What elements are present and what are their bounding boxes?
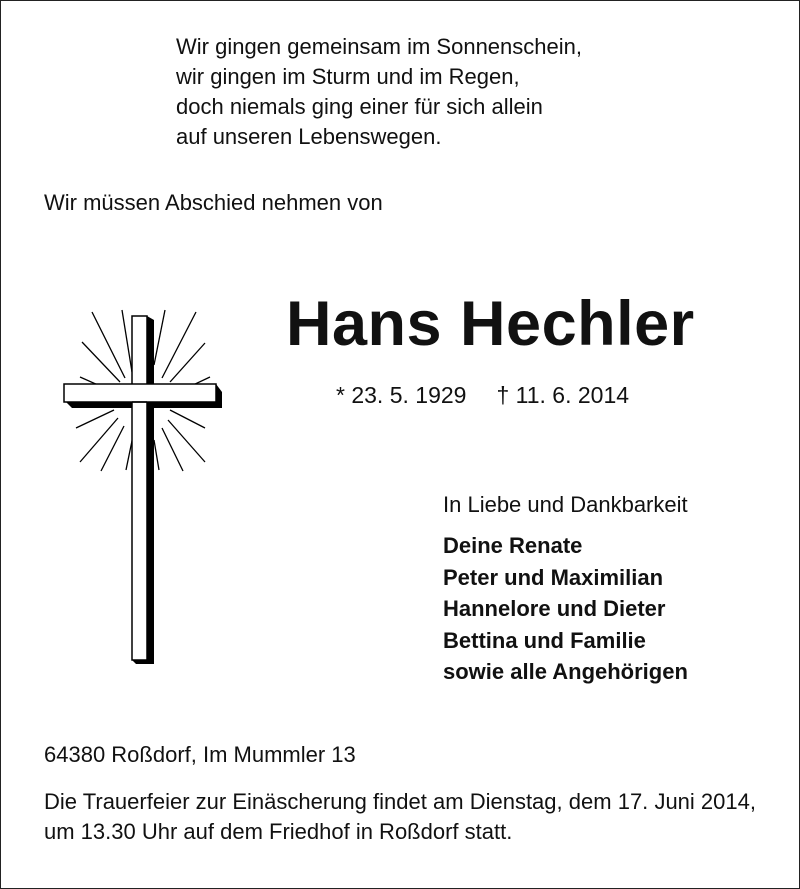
intro-text: Wir müssen Abschied nehmen von <box>44 190 383 215</box>
poem-line: wir gingen im Sturm und im Regen, <box>176 64 520 89</box>
family-member: sowie alle Angehörigen <box>443 659 688 684</box>
deceased-name: Hans Hechler <box>286 289 695 359</box>
poem-line: Wir gingen gemeinsam im Sonnenschein, <box>176 34 582 59</box>
address: 64380 Roßdorf, Im Mummler 13 <box>44 742 356 767</box>
poem-line: auf unseren Lebenswegen. <box>176 124 442 149</box>
family-member: Hannelore und Dieter <box>443 596 666 621</box>
family-member: Peter und Maximilian <box>443 564 664 590</box>
family-member: Bettina und Familie <box>443 627 646 653</box>
family-member: Deine Renate <box>443 533 583 558</box>
cross-with-rays-icon <box>50 300 250 680</box>
life-dates <box>336 380 659 410</box>
death-date: † 11. 6. 2014 <box>496 382 630 408</box>
birth-date: * 23. 5. 1929 <box>336 382 467 408</box>
dedication: In Liebe und Dankbarkeit <box>443 492 688 517</box>
poem <box>176 32 582 152</box>
poem-line: doch niemals ging einer für sich allein <box>176 94 543 119</box>
service-notice: Die Trauerfeier zur Einäscherung findet am Dienstag, dem 17. Juni 2014, um 13.30 Uhr auf dem Friedhof in Roßdorf statt. <box>44 789 756 844</box>
family-list <box>443 530 688 688</box>
